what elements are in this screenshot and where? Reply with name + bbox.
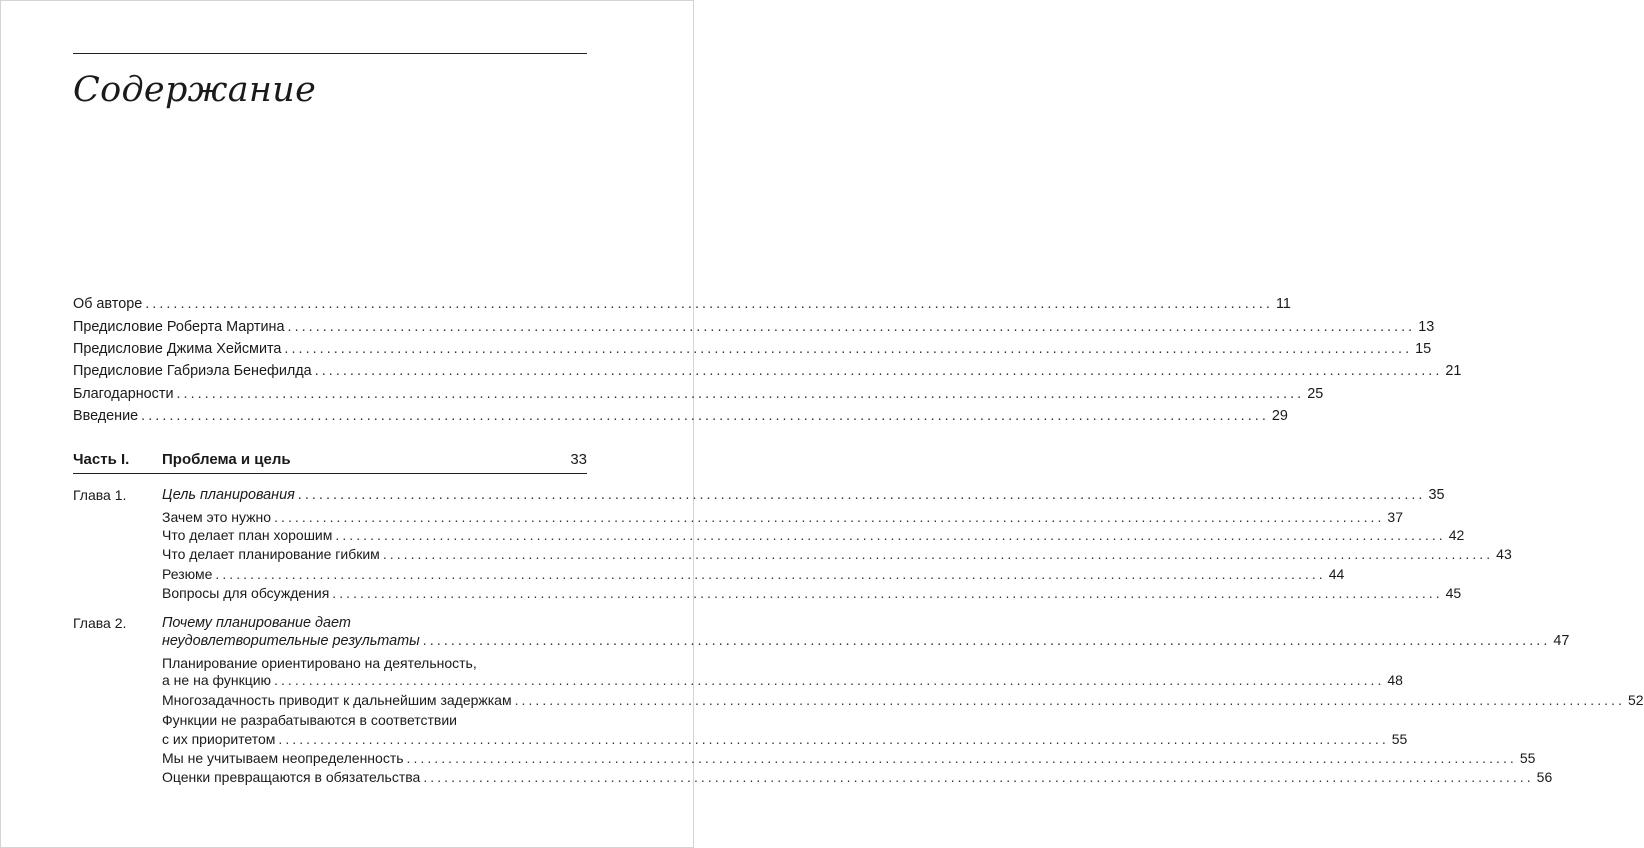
chapter-title: неудовлетворительные результаты xyxy=(162,633,420,649)
part-label: Часть I. xyxy=(73,451,130,468)
dot-leader: ................................................................................................................................................................ xyxy=(287,319,1416,335)
entry-page: 21 xyxy=(1445,363,1462,379)
section-title: Зачем это нужно xyxy=(162,509,272,525)
dot-leader: ................................................................................................................................................................ xyxy=(514,692,1625,708)
dot-leader: ................................................................................................................................................................ xyxy=(278,731,1389,747)
section-entry[interactable] xyxy=(162,509,1403,526)
section-entry[interactable] xyxy=(162,546,1512,563)
dot-leader: ................................................................................................................................................................ xyxy=(215,566,1326,582)
section-title: с их приоритетом xyxy=(162,731,276,747)
chapter-title: Цель планирования xyxy=(162,487,295,503)
dot-leader: ................................................................................................................................................................ xyxy=(332,585,1443,601)
section-title: Многозадачность приводит к дальнейшим задержкам xyxy=(162,692,512,708)
toc-entry[interactable] xyxy=(73,386,1324,403)
section-entry[interactable] xyxy=(162,566,1345,583)
chapter-label: Глава 2. xyxy=(73,615,127,631)
dot-leader: ................................................................................................................................................................ xyxy=(176,386,1305,402)
dot-leader: ................................................................................................................................................................ xyxy=(141,408,1269,424)
section-page: 56 xyxy=(1536,769,1553,785)
toc-entry[interactable] xyxy=(73,408,1288,425)
dot-leader: ................................................................................................................................................................ xyxy=(274,672,1385,688)
part-heading[interactable] xyxy=(73,451,587,471)
section-title: а не на функцию xyxy=(162,672,272,688)
section-page: 37 xyxy=(1387,509,1403,525)
section-entry[interactable] xyxy=(162,692,1644,709)
toc-entry[interactable] xyxy=(73,319,1435,336)
section-entry[interactable] xyxy=(162,769,1553,786)
entry-title: Предисловие Габриэла Бенефилда xyxy=(73,363,312,379)
toc-entry[interactable] xyxy=(73,341,1432,358)
entry-title: Благодарности xyxy=(73,386,174,402)
section-page: 43 xyxy=(1496,546,1512,562)
section-page: 48 xyxy=(1387,672,1403,688)
part-title: Проблема и цель xyxy=(162,451,291,468)
chapter-entry[interactable] xyxy=(162,633,1570,650)
entry-page: 15 xyxy=(1415,341,1432,357)
section-page: 55 xyxy=(1391,731,1408,747)
part-rule xyxy=(73,473,587,474)
dot-leader: ................................................................................................................................................................ xyxy=(274,509,1385,525)
section-page: 44 xyxy=(1328,566,1345,582)
section-entry[interactable] xyxy=(162,527,1465,544)
top-rule xyxy=(73,53,587,54)
chapter-page: 35 xyxy=(1428,487,1445,503)
section-entry[interactable] xyxy=(162,731,1408,748)
dot-leader: ................................................................................................................................................................ xyxy=(314,363,1443,379)
chapter-title-line1: Почему планирование дает xyxy=(162,615,351,631)
section-entry[interactable] xyxy=(162,750,1536,767)
entry-page: 29 xyxy=(1271,408,1288,424)
section-title: Оценки превращаются в обязательства xyxy=(162,769,421,785)
entry-title: Предисловие Джима Хейсмита xyxy=(73,341,282,357)
dot-leader: ................................................................................................................................................................ xyxy=(145,296,1273,312)
section-title: Что делает планирование гибким xyxy=(162,546,380,562)
chapter-label: Глава 1. xyxy=(73,487,127,503)
section-page: 52 xyxy=(1627,692,1644,708)
section-entry[interactable] xyxy=(162,585,1462,602)
entry-page: 11 xyxy=(1275,296,1291,312)
section-page: 45 xyxy=(1445,585,1462,601)
section-title-line1: Планирование ориентировано на деятельность, xyxy=(162,655,477,671)
section-title: Резюме xyxy=(162,566,213,582)
section-title: Вопросы для обсуждения xyxy=(162,585,330,601)
chapter-entry[interactable] xyxy=(162,487,1445,504)
dot-leader: ................................................................................................................................................................ xyxy=(297,487,1426,503)
entry-title: Предисловие Роберта Мартина xyxy=(73,319,285,335)
entry-title: Введение xyxy=(73,408,139,424)
dot-leader: ................................................................................................................................................................ xyxy=(284,341,1413,357)
part-page: 33 xyxy=(570,451,587,468)
dot-leader: ................................................................................................................................................................ xyxy=(406,750,1517,766)
section-entry[interactable] xyxy=(162,672,1403,689)
chapter-page: 47 xyxy=(1553,633,1570,649)
entry-title: Об авторе xyxy=(73,296,143,312)
page-title: Содержание xyxy=(73,70,317,110)
section-title: Что делает план хорошим xyxy=(162,527,333,543)
dot-leader: ................................................................................................................................................................ xyxy=(382,546,1494,562)
dot-leader: ................................................................................................................................................................ xyxy=(423,769,1534,785)
section-page: 55 xyxy=(1519,750,1536,766)
section-page: 42 xyxy=(1448,527,1465,543)
entry-page: 13 xyxy=(1418,319,1435,335)
entry-page: 25 xyxy=(1307,386,1324,402)
toc-entry[interactable] xyxy=(73,363,1462,380)
dot-leader: ................................................................................................................................................................ xyxy=(335,527,1446,543)
section-title: Мы не учитываем неопределенность xyxy=(162,750,404,766)
section-title-line1: Функции не разрабатываются в соответствии xyxy=(162,712,458,728)
toc-entry[interactable] xyxy=(73,296,1291,313)
dot-leader: ................................................................................................................................................................ xyxy=(422,633,1551,649)
